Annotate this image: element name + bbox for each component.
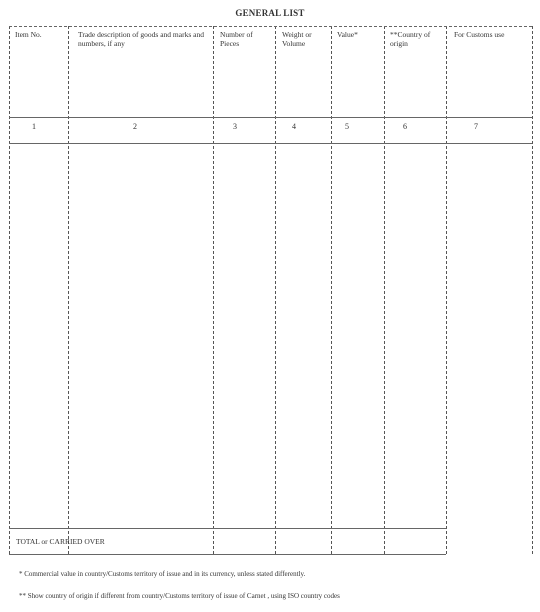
total-bottom-rule	[9, 554, 446, 555]
footnote-value: * Commercial value in country/Customs territory of issue and in its currency, unless stated differently.	[19, 570, 306, 578]
column-number-6: 6	[403, 122, 407, 131]
column-divider-2	[213, 26, 214, 554]
column-number-2: 2	[133, 122, 137, 131]
column-divider-4	[331, 26, 332, 554]
header-number-of-pieces: Number of Pieces	[220, 30, 253, 48]
column-divider-3	[275, 26, 276, 554]
form-title: GENERAL LIST	[235, 8, 305, 18]
column-number-3: 3	[233, 122, 237, 131]
column-divider-1	[68, 26, 69, 554]
column-divider-6	[446, 26, 447, 554]
header-country-of-origin: **Country of origin	[390, 30, 431, 48]
column-number-5: 5	[345, 122, 349, 131]
left-border	[9, 26, 10, 554]
header-customs-use: For Customs use	[454, 30, 505, 39]
right-border	[532, 26, 533, 554]
header-weight-or-volume: Weight or Volume	[282, 30, 312, 48]
header-bottom-rule	[9, 117, 532, 118]
column-number-1: 1	[32, 122, 36, 131]
total-carried-over-label: TOTAL or CARRIED OVER	[16, 537, 105, 546]
header-top-rule	[9, 26, 532, 27]
column-divider-5	[384, 26, 385, 554]
column-number-7: 7	[474, 122, 478, 131]
total-top-rule	[9, 528, 446, 529]
number-row-rule	[9, 143, 532, 144]
header-trade-description: Trade description of goods and marks and numbers, if any	[78, 30, 204, 48]
header-value: Value*	[337, 30, 358, 39]
column-number-4: 4	[292, 122, 296, 131]
header-item-no: Item No.	[15, 30, 42, 39]
footnote-country-of-origin: ** Show country of origin if different from country/Customs territory of issue of Carnet , using ISO country codes	[19, 592, 340, 600]
